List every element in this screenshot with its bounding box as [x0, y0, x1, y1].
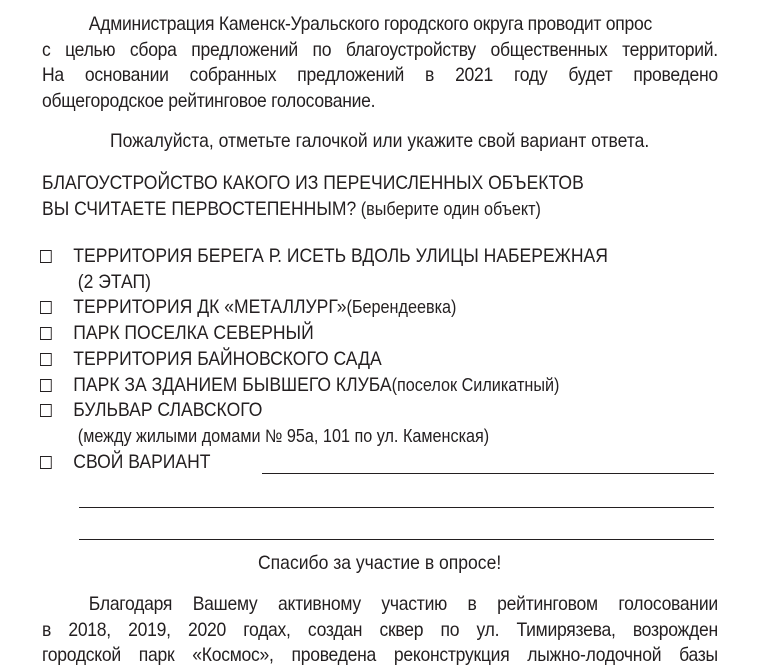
option-item-3[interactable] — [40, 321, 608, 347]
question-note: (выберите один объект) — [356, 199, 541, 219]
option-checkbox-3[interactable] — [40, 327, 52, 340]
option-checkbox-4[interactable] — [40, 353, 52, 366]
option-note-2: (Берендеевка) — [346, 297, 457, 318]
own-variant-input-line-1[interactable] — [262, 473, 714, 474]
own-variant-input-line-2[interactable] — [79, 507, 714, 508]
option-label-3: ПАРК ПОСЕЛКА СЕВЕРНЫЙ — [73, 322, 314, 345]
intro-line-1: Администрация Каменск-Уральского городского округа проводит опрос — [88, 13, 652, 35]
option-item-2[interactable] — [40, 295, 608, 321]
option-sub-1: (2 ЭТАП) — [77, 270, 152, 293]
closing-line-1: Благодаря Вашему активному участию в рейтинговом голосовании — [88, 593, 718, 615]
option-checkbox-6[interactable] — [40, 404, 52, 417]
own-variant-input-line-3[interactable] — [79, 539, 714, 540]
option-item-4[interactable] — [40, 347, 608, 373]
question-heading — [42, 170, 584, 222]
option-label-4: ТЕРРИТОРИЯ БАЙНОВСКОГО САДА — [73, 347, 382, 370]
option-checkbox-7[interactable] — [40, 456, 52, 469]
question-line-2 — [42, 196, 584, 222]
option-item-1[interactable] — [40, 244, 608, 270]
intro-line-2: с целью сбора предложений по благоустройству общественных территорий. — [42, 38, 718, 61]
option-note-5: (поселок Силикатный) — [391, 374, 560, 395]
option-item-6[interactable] — [40, 398, 608, 424]
question-line-1: БЛАГОУСТРОЙСТВО КАКОГО ИЗ ПЕРЕЧИСЛЕННЫХ ОБЪЕКТОВ — [42, 172, 584, 194]
instruction-text: Пожалуйста, отметьте галочкой или укажите свой вариант ответа. — [110, 130, 650, 152]
options-list — [40, 244, 608, 475]
closing-paragraph — [42, 592, 718, 669]
intro-line-3: На основании собранных предложений в 2021 году будет проведено — [42, 64, 718, 86]
option-item-7[interactable] — [40, 450, 608, 476]
option-sub-6: (между жилыми домами № 95а, 101 по ул. Каменская) — [77, 425, 490, 446]
option-checkbox-1[interactable] — [40, 250, 52, 263]
option-label-7: СВОЙ ВАРИАНТ — [73, 450, 211, 473]
intro-paragraph — [42, 12, 718, 114]
option-label-2: ТЕРРИТОРИЯ ДК «МЕТАЛЛУРГ» — [73, 296, 347, 319]
intro-line-4: общегородское рейтинговое голосование. — [42, 89, 376, 112]
option-checkbox-5[interactable] — [40, 379, 52, 392]
option-checkbox-2[interactable] — [40, 301, 52, 314]
option-item-5[interactable] — [40, 373, 608, 399]
option-label-1: ТЕРРИТОРИЯ БЕРЕГА Р. ИСЕТЬ ВДОЛЬ УЛИЦЫ НАБЕРЕЖНАЯ — [73, 245, 608, 267]
thanks-text: Спасибо за участие в опросе! — [258, 552, 502, 574]
closing-line-2: в 2018, 2019, 2020 годах, создан сквер по ул. Тимирязева, возрожден — [42, 618, 718, 641]
closing-line-3: городской парк «Космос», проведена реконструкция лыжно-лодочной базы — [42, 644, 718, 666]
question-line-2-main: ВЫ СЧИТАЕТЕ ПЕРВОСТЕПЕННЫМ? — [42, 198, 357, 220]
option-label-6: БУЛЬВАР СЛАВСКОГО — [73, 399, 263, 422]
option-label-5: ПАРК ЗА ЗДАНИЕМ БЫВШЕГО КЛУБА — [73, 373, 392, 396]
